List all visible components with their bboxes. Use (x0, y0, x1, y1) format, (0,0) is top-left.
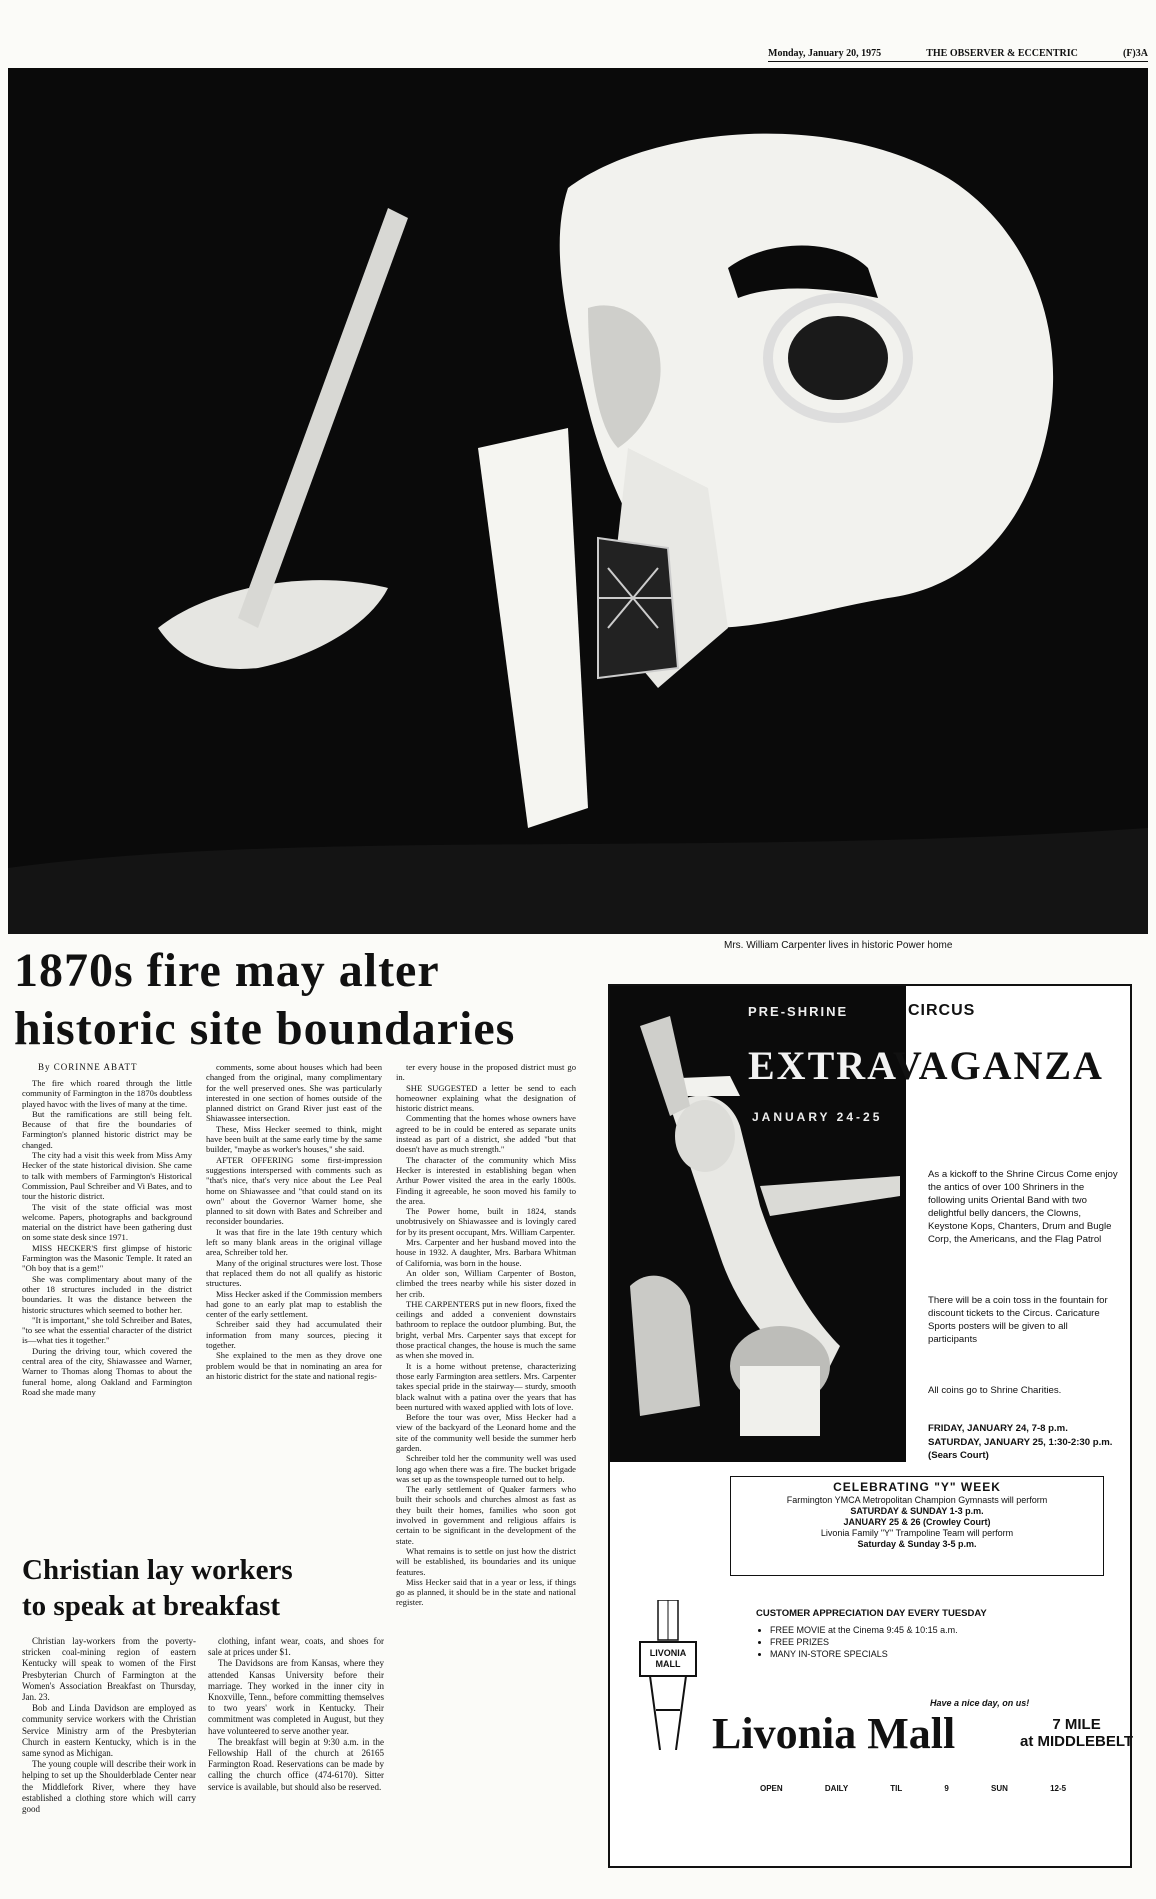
promo-title: CUSTOMER APPRECIATION DAY EVERY TUESDAY (756, 1608, 987, 1619)
headline-line: to speak at breakfast (22, 1590, 281, 1622)
paragraph: But the ramifications are still being felt. Because of that fire the boundaries of Farmington's planned historic district may be changed. (22, 1108, 192, 1150)
paragraph: The city had a visit this week from Miss Amy Hecker of the state historical division. She came to talk with members of Farmington's Historical Commission, Paul Schreiber and Vi Bates, and to tour the historic district. (22, 1150, 192, 1202)
paragraph: Bob and Linda Davidson are employed as community service workers with the Christian Service Ministry arm of the Presbyterian Church in eastern Kentucky, which is in the same synod as Michigan. (22, 1703, 196, 1759)
ad-coin-toss: There will be a coin toss in the fountain for discount tickets to the Circus. Caricature Sports posters will be given to all participants (928, 1295, 1108, 1345)
running-head (768, 48, 1148, 62)
paragraph: The breakfast will begin at 9:30 a.m. in the Fellowship Hall of the church at 26165 Farmington Road. Reservations can be made by calling the church office (474-6170). Sitter service is available, but should also be reserved. (208, 1736, 384, 1792)
byline: By CORINNE ABATT (38, 1062, 138, 1072)
paragraph: SHE SUGGESTED a letter be send to each homeowner explaining what the designation of historic district means. (396, 1082, 576, 1114)
page-number: (F)3A (1122, 48, 1148, 59)
story-headline (14, 942, 594, 1058)
story2-headline (22, 1552, 382, 1624)
nice-day-tagline: Have a nice day, on us! (930, 1698, 1030, 1708)
paragraph: The Davidsons are from Kansas, where they attended Kansas University before their marriage. They worked in the inner city in Knoxville, Tenn., before committing themselves to two years' work in Kentucky. Their commitment was completed in August, but they have volunteered to serve another year. (208, 1658, 384, 1736)
paragraph: clothing, infant wear, coats, and shoes for sale at prices under $1. (208, 1636, 384, 1658)
paragraph: The fire which roared through the little community of Farmington in the 1870s doubtless played havoc with the lives of many at the time. (22, 1078, 192, 1109)
paragraph: Miss Hecker asked if the Commission members had gone to an early plat map to establish the center of the early settlement. (206, 1288, 382, 1320)
y-week-line: SATURDAY & SUNDAY 1-3 p.m. (850, 1506, 984, 1516)
y-week-line: Farmington YMCA Metropolitan Champion Gymnasts will perform (786, 1495, 1048, 1505)
headline-line: historic site boundaries (14, 1002, 516, 1055)
paragraph: It was that fire in the late 19th century which left so many blank areas in the original village area, Schreiber told her. (206, 1226, 382, 1258)
paragraph: What remains is to settle on just how the district will be established, its boundaries and its unique features. (396, 1545, 576, 1577)
mall-tower-sign (636, 1600, 700, 1750)
location-line: at MIDDLEBELT (1020, 1733, 1134, 1750)
photo-caption: Mrs. William Carpenter lives in historic Power home (724, 940, 953, 951)
y-week-line: JANUARY 25 & 26 (Crowley Court) (843, 1517, 991, 1527)
promo-item: • FREE MOVIE at the Cinema 9:45 & 10:15 a.m. (770, 1624, 987, 1636)
promo-item: • FREE PRIZES (770, 1636, 987, 1648)
tower-sign-text: LIVONIA MALL (649, 1648, 687, 1669)
y-week-title: CELEBRATING "Y" WEEK (833, 1480, 1001, 1494)
mall-name: Livonia Mall (712, 1709, 956, 1758)
ad-schedule-friday: FRIDAY, JANUARY 24, 7-8 p.m. (928, 1423, 1068, 1434)
ad-extravaganza (748, 1042, 1104, 1089)
paragraph: The early settlement of Quaker farmers who built their schools and churches almost as fast as they built their homes, families who soon got involved in government and religious affairs is certain to be significant in the development of the state. (396, 1484, 576, 1546)
paragraph: The Power home, built in 1824, stands unobtrusively on Shiawassee and is lovingly cared for by its present occupant, Mrs. William Carpenter. (396, 1206, 576, 1237)
ad-pre-title: PRE-SHRINE (748, 1004, 849, 1019)
headline-line: Christian lay workers (22, 1554, 293, 1586)
paragraph: Schreiber said they had accumulated their information from many sources, piecing it together. (206, 1319, 382, 1351)
story2-column-2 (208, 1636, 384, 1793)
paragraph: THE CARPENTERS put in new floors, fixed the ceilings and added a convenient downstairs bathroom to replace the outdoor plumbing. But, the bright, verbal Mrs. Carpenter says that except for those practical changes, the house is much the same as when she moved in. (396, 1298, 576, 1361)
promo-item: • MANY IN-STORE SPECIALS (770, 1648, 987, 1660)
promo-list (756, 1624, 987, 1660)
paper-name: THE OBSERVER & ECCENTRIC (926, 48, 1078, 59)
paragraph: Schreiber told her the community well was used long ago when there was a fire. The bucket brigade was set up as the townspeople turned out to help. (396, 1453, 576, 1484)
paragraph: The character of the community which Miss Hecker is interested in establishing began when Arthur Power visited the area in the early 1800s. Finding it agreeable, he soon moved his family to the area. (396, 1154, 576, 1206)
paragraph: comments, some about houses which had been changed from the original, many complimentary for the well preserved ones. She was particularly interested in one section of homes outside of the planned district on Grand River just east of the Shiawassee intersection. (206, 1062, 382, 1124)
story-column-3 (396, 1062, 576, 1608)
paragraph: Commenting that the homes whose owners have agreed to be in could be entered as separate units instead as part of a district, she added "but that doesn't have as much strength." (396, 1113, 576, 1155)
paragraph: The young couple will describe their work in helping to set up the Shoulderblade Center near the Middlefork River, where they have established a clothing store which will carry good (22, 1759, 196, 1815)
promo-box (756, 1608, 987, 1660)
mall-location (1020, 1716, 1133, 1750)
portrait-photo (8, 68, 1148, 934)
mall-hours: OPEN DAILY TIL 9 SUN 12-5 (760, 1784, 1067, 1793)
paragraph: During the driving tour, which covered the central area of the city, Shiawassee and Warner, Warner to Thomas along Thomas to about the funeral home, along Oakland and Farmington Road she made many (22, 1345, 192, 1397)
ad-dates: JANUARY 24-25 (752, 1110, 883, 1124)
page-date: Monday, January 20, 1975 (768, 48, 882, 59)
paragraph: "It is important," she told Schreiber and Bates, "to see what the essential character of the district is—what ties it together." (22, 1314, 192, 1346)
story2-column-1 (22, 1636, 196, 1815)
paragraph: These, Miss Hecker seemed to think, might have been built at the same early time by the same builder, "maybe as worker's houses," she said. (206, 1123, 382, 1155)
paragraph: Miss Hecker said that in a year or less, if things go as planned, it should be in the state and national register. (396, 1576, 576, 1608)
headline-line: 1870s fire may alter (14, 944, 440, 997)
story-column-2 (206, 1062, 382, 1381)
paragraph: AFTER OFFERING some first-impression suggestions interspersed with comments such as "that's nice, that's very nice about the Lee Peal home on Shiawassee and "that could stand on its own" about the Governor Warner home, she planned to sit down with Bates and Schreiber and reconsider boundaries. (206, 1154, 382, 1227)
paragraph: Many of the original structures were lost. Those that replaced them do not all qualify as historic structures. (206, 1257, 382, 1289)
ad-schedule-saturday: SATURDAY, JANUARY 25, 1:30-2:30 p.m. (Sears Court) (928, 1437, 1113, 1461)
paragraph: ter every house in the proposed district must go in. (396, 1062, 576, 1083)
y-week-line: Livonia Family "Y" Trampoline Team will perform (820, 1528, 1014, 1538)
story-column-1 (22, 1078, 192, 1397)
ad-extra-left: EXTRA (748, 1043, 893, 1088)
paragraph: The visit of the state official was most welcome. Papers, photographs and background material on the district have been gathering dust on some state desk since 1971. (22, 1201, 192, 1243)
location-line: 7 MILE (1052, 1716, 1101, 1733)
paragraph: Before the tour was over, Miss Hecker had a view of the backyard of the Leonard home and the site of the community well beside the summer herb garden. (396, 1412, 576, 1453)
paragraph: Mrs. Carpenter and her husband moved into the house in 1932. A daughter, Mrs. Barbara Whitman of California, was born in the house. (396, 1237, 576, 1268)
paragraph: An older son, William Carpenter of Boston, climbed the trees nearby while his sister dozed in her crib. (396, 1267, 576, 1299)
ad-circus-word: CIRCUS (908, 1002, 976, 1019)
ad-charities: All coins go to Shrine Charities. (928, 1385, 1062, 1396)
paragraph: She explained to the men as they drove one problem would be that in nominating an area for an historic district for the state and national regis- (206, 1350, 382, 1381)
paragraph: MISS HECKER'S first glimpse of historic Farmington was the Masonic Temple. It rated an "Oh boy that is a gem!" (22, 1242, 192, 1274)
y-week-line: Saturday & Sunday 3-5 p.m. (857, 1539, 977, 1549)
paragraph: She was complimentary about many of the other 18 structures included in the district boundaries. It was the distance between the historic structures which seemed to bother her. (22, 1273, 192, 1315)
paragraph: Christian lay-workers from the poverty-stricken coal-mining region of eastern Kentucky will speak to women of the First Presbyterian Church of Farmington at the Women's Association Breakfast on Thursday, Jan. 23. (22, 1636, 196, 1703)
y-week-box (730, 1476, 1104, 1576)
ad-description: As a kickoff to the Shrine Circus Come enjoy the antics of over 100 Shriners in the following units Oriental Band with two delightful belly dancers, the Clowns, Keystone Kops, Chanters, Drum and Bugle Corp, the Americans, and the Flag Patrol (928, 1169, 1118, 1245)
ad-extra-right: VAGANZA (892, 1043, 1104, 1088)
paragraph: It is a home without pretense, characterizing those early Farmington area settlers. Mrs. Carpenter takes special pride in the stairway— sturdy, smooth black walnut with a patina over the years that has been nurtured with waxed applied with lots of love. (396, 1360, 576, 1412)
